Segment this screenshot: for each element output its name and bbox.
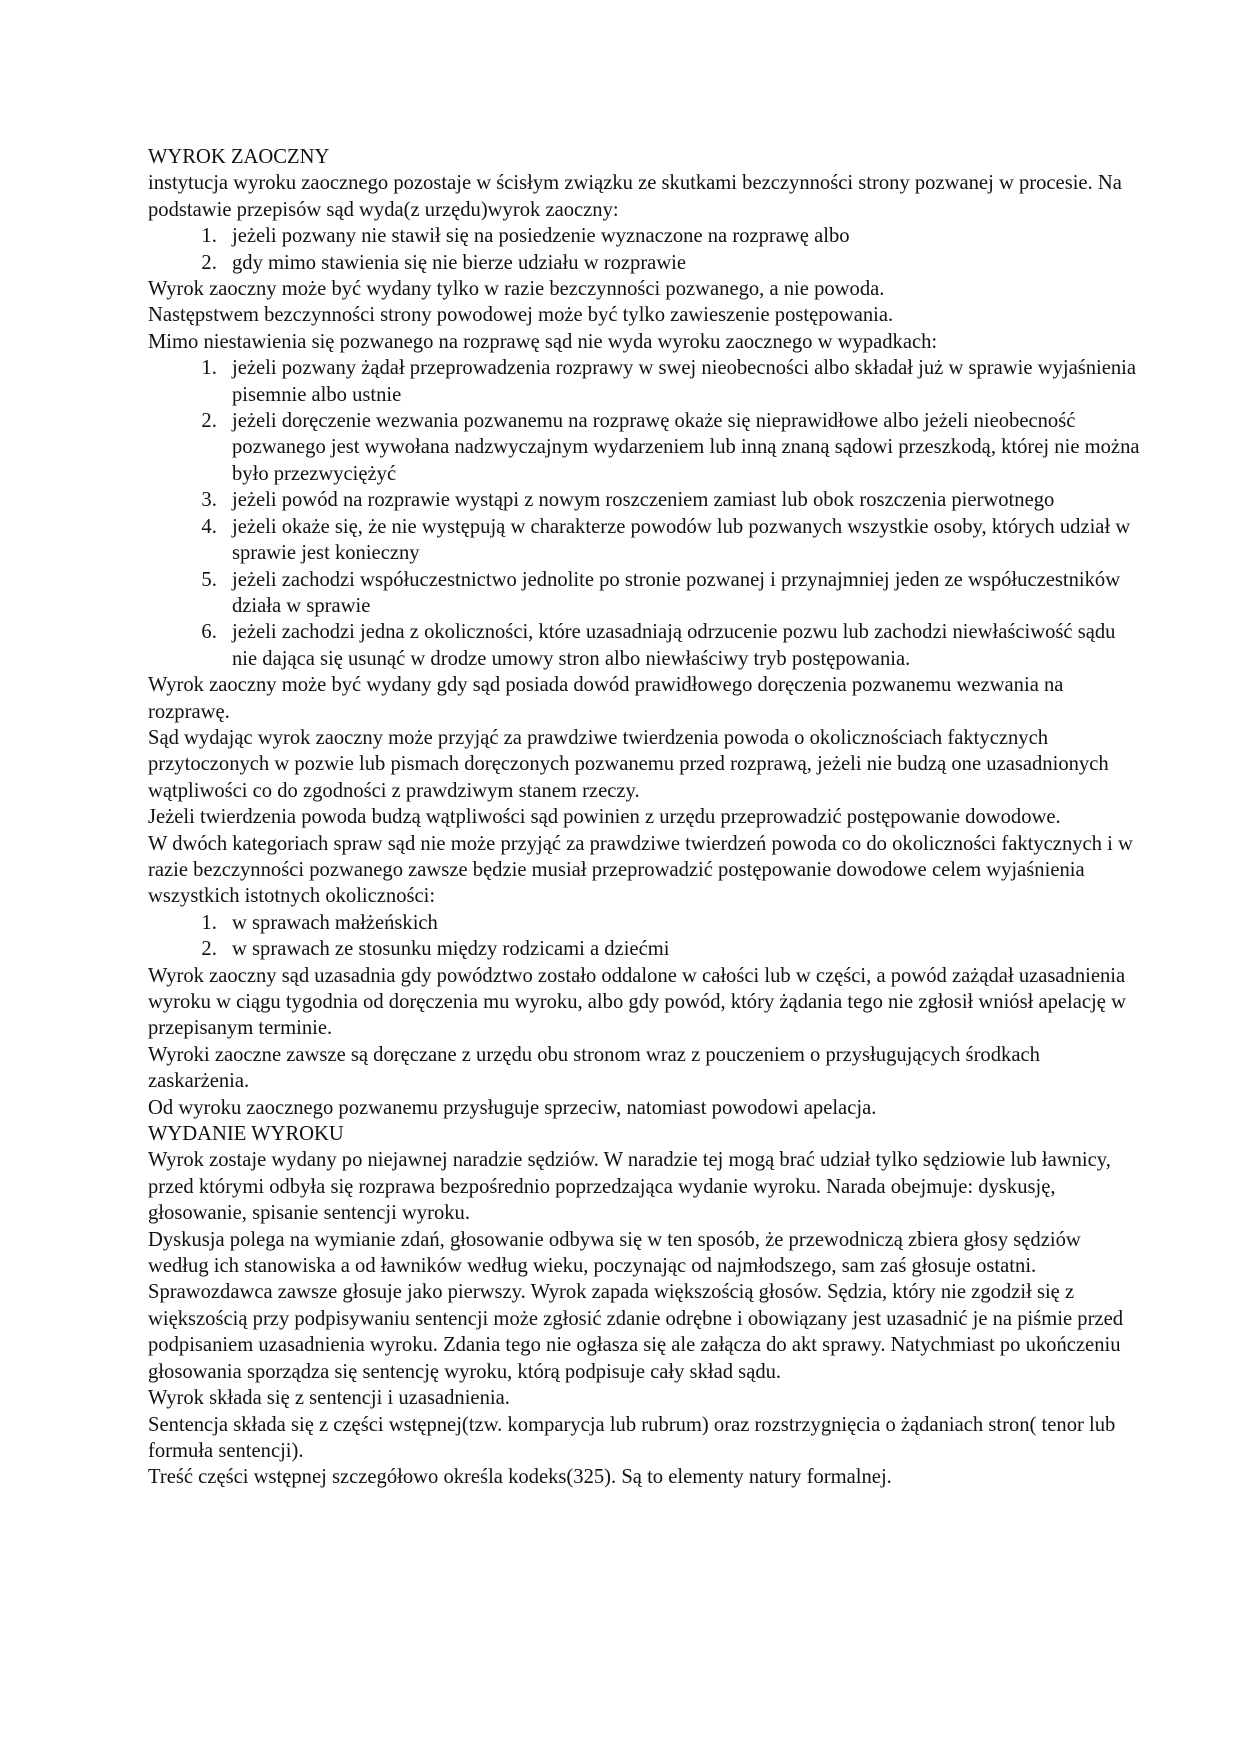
paragraph: Sentencja składa się z części wstępnej(tzw. komparycja lub rubrum) oraz rozstrzygnięcia o żądaniach stron( tenor lub formuła sentencji). xyxy=(148,1413,1116,1462)
paragraph: Wyrok zaoczny może być wydany tylko w razie bezczynności pozwanego, a nie powoda. xyxy=(148,278,885,301)
paragraph: Wyrok zostaje wydany po niejawnej naradzie sędziów. W naradzie tej mogą brać udział tylko sędziowie lub ławnicy, przed którymi odbyła się rozprawa bezpośrednio poprzedzająca wydanie wyroku. Narada obejmuje: dyskusję, głosowanie, spisanie sentencji wyroku. xyxy=(148,1149,1111,1225)
paragraph: Wyrok zaoczny może być wydany gdy sąd posiada dowód prawidłowego doręczenia pozwanemu wezwania na rozprawę. xyxy=(148,674,1064,723)
paragraph: Od wyroku zaocznego pozwanemu przysługuje sprzeciw, natomiast powodowi apelacja. xyxy=(148,1096,877,1119)
paragraph: Jeżeli twierdzenia powoda budzą wątpliwości sąd powinien z urzędu przeprowadzić postępowanie dowodowe. xyxy=(148,806,1061,829)
paragraph: Następstwem bezczynności strony powodowej może być tylko zawieszenie postępowania. xyxy=(148,304,894,327)
paragraph: Wyrok zaoczny sąd uzasadnia gdy powództwo zostało oddalone w całości lub w części, a powód zażądał uzasadnienia wyroku w ciągu tygodnia od doręczenia mu wyroku, albo gdy powód, który żądania tego nie zgłosił wniósł apelację w przepisanym terminie. xyxy=(148,964,1126,1040)
paragraph: Treść części wstępnej szczegółowo określa kodeks(325). Są to elementy natury formalnej. xyxy=(148,1466,892,1489)
paragraph: W dwóch kategoriach spraw sąd nie może przyjąć za prawdziwe twierdzeń powoda co do okoliczności faktycznych i w razie bezczynności pozwanego zawsze będzie musiał przeprowadzić postępowanie dowodowe celem wyjaśnienia wszystkich istotnych okoliczności: xyxy=(148,832,1133,908)
list-item: 2. jeżeli doręczenie wezwania pozwanemu na rozprawę okaże się nieprawidłowe albo jeżeli nieobecność pozwanego jest wywołana nadzwyczajnym wydarzeniem lub inną znaną sądowi przeszkodą, której nie można było przezwyciężyć xyxy=(222,408,1140,487)
list-item: 1. w sprawach małżeńskich xyxy=(222,910,1140,936)
list-item: 6. jeżeli zachodzi jedna z okoliczności, które uzasadniają odrzucenie pozwu lub zachodzi niewłaściwość sądu nie dająca się usunąć w drodze umowy stron albo niewłaściwy tryb postępowania. xyxy=(222,619,1140,672)
list-item: 2. gdy mimo stawienia się nie bierze udziału w rozprawie xyxy=(222,250,1140,276)
numbered-list xyxy=(148,355,1140,672)
paragraph: Wyroki zaoczne zawsze są doręczane z urzędu obu stronom wraz z pouczeniem o przysługujących środkach zaskarżenia. xyxy=(148,1043,1040,1093)
list-item: 5. jeżeli zachodzi współuczestnictwo jednolite po stronie pozwanej i przynajmniej jeden ze współuczestników działa w sprawie xyxy=(222,567,1140,620)
paragraph: Mimo niestawienia się pozwanego na rozprawę sąd nie wyda wyroku zaocznego w wypadkach: xyxy=(148,330,938,353)
paragraph: Dyskusja polega na wymianie zdań, głosowanie odbywa się w ten sposób, że przewodniczą zbiera głosy sędziów według ich stanowiska a od ławników według wieku, poczynając od najmłodszego, sam zaś głosuje ostatni. Sprawozdawca zawsze głosuje jako pierwszy. Wyrok zapada większością głosów. Sędzia, który nie zgodził się z większością przy podpisywaniu sentencji może zgłosić zdanie odrębne i obowiązany jest uzasadnić je na piśmie przed podpisaniem uzasadnienia wyroku. Zdania tego nie ogłasza się ale załącza do akt sprawy. Natychmiast po ukończeniu głosowania sporządza się sentencję wyroku, którą podpisuje cały skład sądu. xyxy=(148,1228,1124,1383)
list-item: 4. jeżeli okaże się, że nie występują w charakterze powodów lub pozwanych wszystkie osoby, których udział w sprawie jest konieczny xyxy=(222,514,1140,567)
list-item: 1. jeżeli pozwany żądał przeprowadzenia rozprawy w swej nieobecności albo składał już w sprawie wyjaśnienia pisemnie albo ustnie xyxy=(222,355,1140,408)
paragraph: Sąd wydając wyrok zaoczny może przyjąć za prawdziwe twierdzenia powoda o okolicznościach faktycznych przytoczonych w pozwie lub pismach doręczonych pozwanemu przed rozprawą, jeżeli nie budzą one uzasadnionych wątpliwości co do zgodności z prawdziwym stanem rzeczy. xyxy=(148,726,1109,802)
numbered-list xyxy=(148,223,1140,276)
paragraph: instytucja wyroku zaocznego pozostaje w ścisłym związku ze skutkami bezczynności strony pozwanej w procesie. Na podstawie przepisów sąd wyda(z urzędu)wyrok zaoczny: xyxy=(148,172,1122,221)
numbered-list xyxy=(148,910,1140,963)
list-item: 1. jeżeli pozwany nie stawił się na posiedzenie wyznaczone na rozprawę albo xyxy=(222,223,1140,249)
list-item: 3. jeżeli powód na rozprawie wystąpi z nowym roszczeniem zamiast lub obok roszczenia pierwotnego xyxy=(222,487,1140,513)
list-item: 2. w sprawach ze stosunku między rodzicami a dziećmi xyxy=(222,936,1140,962)
section-heading-wyrok-zaoczny: WYROK ZAOCZNY xyxy=(148,146,330,168)
section-heading-wydanie-wyroku: WYDANIE WYROKU xyxy=(148,1123,344,1146)
paragraph: Wyrok składa się z sentencji i uzasadnienia. xyxy=(148,1387,510,1410)
